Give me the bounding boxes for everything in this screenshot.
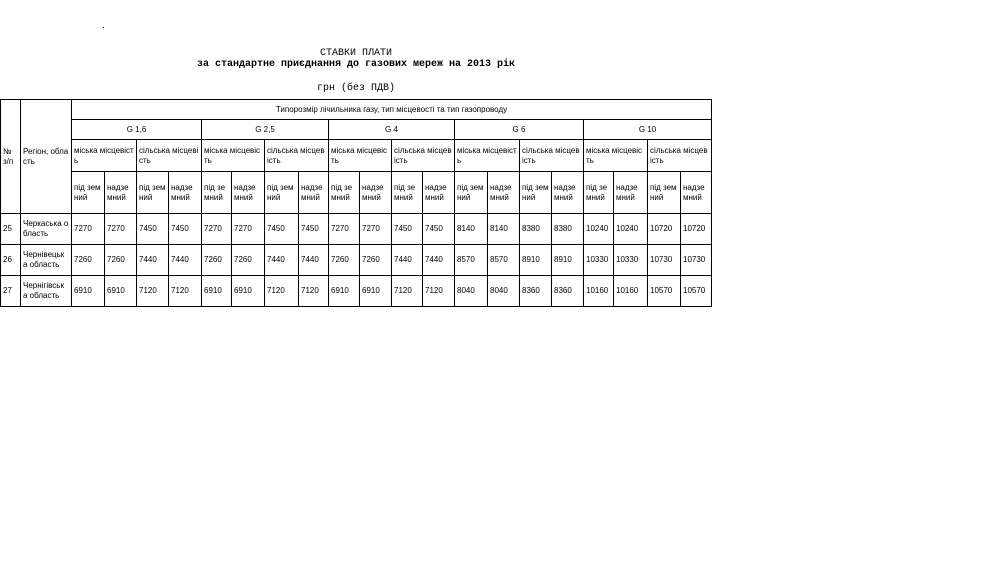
col-header-region: Регіон, область — [21, 100, 72, 214]
pipe-type-header: надзе мний — [552, 172, 584, 214]
rate-cell: 7120 — [392, 276, 423, 307]
table-row — [1, 214, 712, 245]
rate-cell: 10160 — [614, 276, 648, 307]
rate-cell: 8380 — [552, 214, 584, 245]
rates-table — [0, 99, 712, 307]
rate-cell: 7270 — [232, 214, 265, 245]
pipe-type-header: під земний — [202, 172, 232, 214]
rate-cell: 8040 — [488, 276, 520, 307]
rate-cell: 7440 — [137, 245, 169, 276]
pipe-type-header: надзе мний — [105, 172, 137, 214]
rate-cell: 7270 — [105, 214, 137, 245]
rate-cell: 6910 — [202, 276, 232, 307]
rate-cell: 7260 — [232, 245, 265, 276]
rate-cell: 8360 — [552, 276, 584, 307]
col-header-number: № з/п — [1, 100, 21, 214]
rate-cell: 10160 — [584, 276, 614, 307]
doc-unit: грн (без ПДВ) — [316, 83, 395, 94]
pipe-type-header: під земний — [137, 172, 169, 214]
rate-cell: 7270 — [360, 214, 392, 245]
locality-header: сільська місцевість — [520, 140, 584, 172]
pipe-type-header: під земний — [72, 172, 105, 214]
meter-header-row — [1, 120, 712, 140]
locality-header: міська місцевість — [202, 140, 265, 172]
pipe-type-header: надзе мний — [423, 172, 455, 214]
pipe-type-header: надзе мний — [169, 172, 202, 214]
locality-header: сільська місцевість — [392, 140, 455, 172]
pipe-type-header: під земний — [265, 172, 299, 214]
rate-cell: 7260 — [72, 245, 105, 276]
rate-cell: 7260 — [360, 245, 392, 276]
rate-cell: 7260 — [329, 245, 360, 276]
pipe-type-header: під земний — [455, 172, 488, 214]
row-region: Чернігівськ а область — [21, 276, 72, 307]
pipe-type-header: надзе мний — [360, 172, 392, 214]
rate-cell: 7120 — [265, 276, 299, 307]
pipe-type-header: надзе мний — [299, 172, 329, 214]
pipe-type-header: під земний — [329, 172, 360, 214]
rate-cell: 10570 — [681, 276, 712, 307]
rate-cell: 8570 — [455, 245, 488, 276]
rate-cell: 10730 — [681, 245, 712, 276]
rate-cell: 7440 — [169, 245, 202, 276]
meter-header: G 2,5 — [202, 120, 329, 140]
meter-header: G 6 — [455, 120, 584, 140]
locality-header: сільська місцевість — [265, 140, 329, 172]
rate-cell: 7120 — [423, 276, 455, 307]
rate-cell: 8140 — [488, 214, 520, 245]
pipe-type-header: під земний — [392, 172, 423, 214]
meter-header: G 1,6 — [72, 120, 202, 140]
rate-cell: 6910 — [329, 276, 360, 307]
rate-cell: 7270 — [329, 214, 360, 245]
meter-header: G 4 — [329, 120, 455, 140]
rate-cell: 6910 — [232, 276, 265, 307]
rate-cell: 7450 — [299, 214, 329, 245]
rate-cell: 7440 — [392, 245, 423, 276]
locality-header: міська місцевість — [584, 140, 648, 172]
rate-cell: 6910 — [72, 276, 105, 307]
doc-subtitle: за стандартне приєднання до газових мереж на 2013 рік — [196, 59, 516, 70]
rate-cell: 6910 — [105, 276, 137, 307]
table-row — [1, 276, 712, 307]
rate-cell: 7440 — [265, 245, 299, 276]
rate-cell: 7450 — [137, 214, 169, 245]
rate-cell: 10730 — [648, 245, 681, 276]
rate-cell: 7120 — [169, 276, 202, 307]
row-number: 27 — [1, 276, 21, 307]
row-number: 25 — [1, 214, 21, 245]
locality-header: міська місцевість — [72, 140, 137, 172]
rate-cell: 7270 — [202, 214, 232, 245]
rate-cell: 7440 — [423, 245, 455, 276]
locality-header: міська місцевість — [329, 140, 392, 172]
pipe-type-header-row — [1, 172, 712, 214]
rate-cell: 7120 — [299, 276, 329, 307]
rate-cell: 8360 — [520, 276, 552, 307]
pipe-type-header: надзе мний — [488, 172, 520, 214]
rate-cell: 6910 — [360, 276, 392, 307]
pipe-type-header: надзе мний — [232, 172, 265, 214]
rate-cell: 8910 — [552, 245, 584, 276]
col-header-group: Типорозмір лічильника газу, тип місцевості та тип газопроводу — [72, 100, 712, 120]
rate-cell: 10720 — [681, 214, 712, 245]
rate-cell: 8140 — [455, 214, 488, 245]
rate-cell: 7440 — [299, 245, 329, 276]
rate-cell: 7120 — [137, 276, 169, 307]
meter-header: G 10 — [584, 120, 712, 140]
table-row — [1, 245, 712, 276]
pipe-type-header: під земний — [584, 172, 614, 214]
rate-cell: 8380 — [520, 214, 552, 245]
pipe-type-header: під земний — [520, 172, 552, 214]
rate-cell: 8040 — [455, 276, 488, 307]
rate-cell: 7260 — [202, 245, 232, 276]
rate-cell: 10240 — [614, 214, 648, 245]
rate-cell: 7260 — [105, 245, 137, 276]
rate-cell: 10330 — [614, 245, 648, 276]
row-region: Чернівецьк а область — [21, 245, 72, 276]
rate-cell: 7450 — [265, 214, 299, 245]
rate-cell: 7450 — [392, 214, 423, 245]
stray-dot: . — [102, 20, 105, 31]
locality-header: сільська місцевість — [137, 140, 202, 172]
doc-title: СТАВКИ ПЛАТИ — [319, 48, 392, 59]
rate-cell: 8570 — [488, 245, 520, 276]
rate-cell: 7270 — [72, 214, 105, 245]
pipe-type-header: надзе мний — [681, 172, 712, 214]
rate-cell: 8910 — [520, 245, 552, 276]
rate-cell: 10240 — [584, 214, 614, 245]
rate-cell: 10570 — [648, 276, 681, 307]
locality-header-row — [1, 140, 712, 172]
rate-cell: 7450 — [423, 214, 455, 245]
rate-cell: 7450 — [169, 214, 202, 245]
rate-cell: 10720 — [648, 214, 681, 245]
locality-header: сільська місцевість — [648, 140, 712, 172]
locality-header: міська місцевість — [455, 140, 520, 172]
row-number: 26 — [1, 245, 21, 276]
row-region: Черкаська область — [21, 214, 72, 245]
pipe-type-header: надзе мний — [614, 172, 648, 214]
pipe-type-header: під земний — [648, 172, 681, 214]
rate-cell: 10330 — [584, 245, 614, 276]
